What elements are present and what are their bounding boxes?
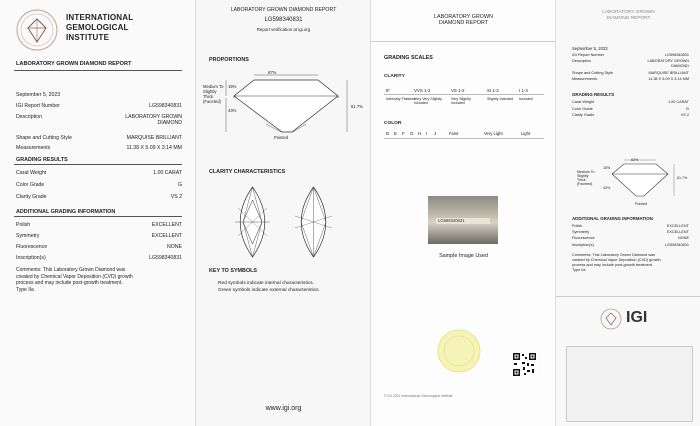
girdle-line1: Medium To [203, 84, 224, 89]
igi-seal-logo [16, 9, 58, 51]
table-percent: 67% [268, 70, 277, 75]
report-field-value: MARQUISE BRILLIANT [126, 134, 182, 141]
report-field-label: IGI Report Number [572, 53, 605, 57]
clarity-scale-label: CLARITY [384, 74, 405, 79]
grading-scales-panel [370, 0, 555, 426]
report-date: September 5, 2023 [572, 46, 608, 51]
girdle-line3: Thick [203, 94, 214, 99]
additional-grading-heading: ADDITIONAL GRADING INFORMATION [16, 209, 116, 215]
report-field-label: IGI Report Number [16, 103, 60, 109]
color-scale-label: COLOR [384, 121, 402, 126]
additional-field-value: EXCELLENT [666, 230, 689, 235]
report-field-row [16, 135, 182, 146]
girdle-line2: Slightly [203, 89, 217, 94]
depth-percent: 61.7% [677, 176, 688, 180]
report-summary-panel [0, 0, 195, 426]
report-field-row [572, 76, 689, 82]
key-line-external: Green symbols indicate external characteristics. [218, 288, 320, 293]
sample-caption: Sample Image Used [439, 253, 488, 259]
clarity-description: Very Very Slightly Included [414, 97, 442, 106]
color-description: Faint [449, 131, 459, 136]
org-name-line1: INTERNATIONAL [66, 13, 134, 22]
report-field-label: Shape and Cutting Style [16, 134, 72, 141]
website-link[interactable]: www.igi.org [265, 405, 302, 412]
grading-field-row [16, 182, 182, 194]
scale-rule [384, 94, 544, 95]
additional-field-row [16, 255, 182, 266]
additional-field-value: EXCELLENT [151, 222, 182, 228]
girdle-line4: (Faceted) [203, 99, 221, 104]
culet: Pointed [635, 202, 648, 206]
grading-field-value: 1.00 CARAT [667, 100, 689, 104]
color-description: Light [521, 131, 531, 136]
comment-line: Type IIa [572, 268, 586, 272]
comment-line: Comments: This Laboratory Grown Diamond was [572, 253, 656, 257]
divider [14, 216, 182, 217]
key-to-symbols-heading: KEY TO SYMBOLS [209, 268, 258, 274]
additional-field-value: EXCELLENT [151, 233, 182, 239]
comment-line: Comments: This Laboratory Grown Diamond was [16, 267, 126, 273]
color-letter: J [434, 131, 437, 136]
report-field-value: DIAMOND [157, 119, 182, 126]
report-field-label: Description [572, 59, 591, 63]
sample-inscription: LG598340831 [438, 218, 465, 223]
grading-field-label: Color Grade [16, 182, 45, 188]
additional-field-row [572, 242, 689, 248]
clarity-grade: VS 1-2 [451, 88, 465, 93]
additional-field-value: EXCELLENT [666, 224, 689, 228]
org-name-line2: GEMOLOGICAL [66, 23, 129, 32]
divider [14, 164, 182, 165]
grading-results-heading: GRADING RESULTS [16, 157, 68, 163]
additional-field-label: Symmetry [572, 230, 590, 235]
culet: Pointed [274, 135, 289, 140]
grading-scales-heading: GRADING SCALES [384, 55, 433, 61]
report-field-row [16, 114, 182, 135]
comment-line: created by Chemical Vapor Deposition (CVD) growth [572, 258, 661, 262]
grading-field-value: G [177, 182, 182, 188]
panel-header-line1: LABORATORY GROWN [602, 10, 655, 15]
crown-percent: 15% [228, 84, 237, 89]
sample-image [428, 196, 498, 244]
key-line-internal: Red symbols indicate internal characteristics. [218, 281, 314, 286]
panel-header-number: LG598340831 [264, 17, 303, 23]
additional-grading-heading: ADDITIONAL GRADING INFORMATION [572, 216, 653, 221]
grading-field-label: Color Grade [572, 106, 593, 111]
wallet-card-panel [555, 0, 700, 426]
scale-rule [384, 138, 544, 139]
report-field-row [572, 58, 689, 70]
divider [371, 41, 556, 42]
qr-code-icon[interactable] [512, 352, 537, 377]
report-date: September 5, 2023 [16, 92, 61, 98]
color-letter: G [410, 131, 414, 136]
clarity-plot-crown-view [230, 186, 275, 258]
divider [556, 296, 700, 297]
comment-line: process and may include post-growth treatment. [16, 280, 123, 286]
org-name-line3: INSTITUTE [66, 33, 110, 42]
report-title: LABORATORY GROWN DIAMOND REPORT [16, 61, 132, 67]
color-letter: D [386, 131, 390, 136]
clarity-grade: SI 1-2 [487, 88, 499, 93]
color-letter: I [426, 131, 428, 136]
report-field-value: LABORATORY GROWN [647, 59, 689, 63]
report-field-value: DIAMOND [671, 63, 689, 68]
grading-field-label: Clarity Grade [572, 113, 595, 117]
color-letter: F [402, 131, 405, 136]
additional-field-label: Inscription(s) [16, 255, 46, 261]
additional-field-value: NONE [678, 236, 689, 241]
grading-field-label: Carat Weight [16, 170, 47, 176]
report-field-value: LG598340831 [149, 103, 182, 109]
report-field-value: LABORATORY GROWN [125, 113, 182, 120]
clarity-description: Internally Flawless [386, 97, 416, 101]
wallet-card-back [566, 346, 693, 422]
additional-field-label: Symmetry [16, 233, 40, 239]
comment-line: process and may include post-growth treatment. [572, 263, 654, 267]
girdle-line2: Slightly [577, 174, 589, 178]
additional-field-row [16, 222, 182, 233]
pavilion-percent: 43% [603, 186, 611, 190]
panel-header-line2: DIAMOND REPORT [438, 20, 489, 26]
additional-field-value: LG598340831 [149, 255, 182, 261]
report-field-label: Shape and Cutting Style [572, 71, 613, 75]
report-field-label: Description [16, 113, 42, 120]
grading-field-label: Carat Weight [572, 100, 595, 104]
additional-field-label: Fluorescence [572, 236, 595, 241]
grading-field-value: G [686, 106, 689, 111]
girdle-line3: Thick [577, 178, 586, 182]
comment-line: created by Chemical Vapor Deposition (CVD) growth [16, 273, 133, 280]
clarity-characteristics-heading: CLARITY CHARACTERISTICS [209, 169, 286, 175]
comment-line: Type IIa [16, 286, 34, 293]
report-field-label: Measurements [572, 77, 598, 81]
additional-field-value: NONE [167, 244, 182, 250]
panel-header-verify: Report verification at igi.org [256, 27, 311, 32]
clarity-plot-pavilion-view [291, 186, 336, 258]
additional-field-value: LG598340831 [664, 242, 689, 247]
grading-field-value: VS 2 [680, 113, 689, 117]
report-field-value: MARQUISE BRILLIANT [648, 71, 689, 75]
grading-results-heading: GRADING RESULTS [572, 92, 615, 97]
additional-field-label: Inscription(s) [572, 242, 594, 247]
additional-field-label: Polish [16, 222, 31, 228]
grading-field-value: VS 2 [170, 194, 182, 200]
clarity-grade: IF [386, 88, 390, 93]
grading-field-value: 1.00 CARAT [153, 170, 182, 176]
additional-field-label: Polish [572, 224, 583, 228]
additional-field-row [16, 244, 182, 255]
pavilion-percent: 43% [228, 108, 237, 113]
panel-header-line1: LABORATORY GROWN [434, 14, 493, 20]
color-letter: H [418, 131, 422, 136]
table-percent: 62% [631, 158, 639, 162]
clarity-grade: I 1-3 [519, 88, 528, 93]
grading-field-label: Clarity Grade [16, 194, 47, 200]
report-field-label: Measurements [16, 145, 51, 151]
girdle-line4: (Faceted) [577, 182, 593, 186]
grading-field-row [16, 170, 182, 182]
hologram-seal [437, 329, 481, 373]
panel-header-title: LABORATORY GROWN DIAMOND REPORT [230, 7, 337, 13]
additional-field-label: Fluorescence [16, 244, 48, 250]
color-description: Very Light [484, 131, 503, 136]
report-field-value: LG598340831 [664, 53, 689, 57]
copyright-footer: © IGI 2021 International Gemological Institute [384, 394, 453, 398]
clarity-description: Very Slightly Included [451, 97, 471, 106]
igi-logo-text: IGI [626, 309, 648, 326]
diamond-profile-diagram [600, 158, 680, 204]
report-field-row [16, 145, 182, 156]
proportions-panel [195, 0, 370, 426]
color-letter: E [394, 131, 397, 136]
clarity-grade: VVS 1-2 [414, 88, 431, 93]
grading-field-row [572, 112, 689, 119]
divider [14, 70, 182, 71]
crown-percent: 15% [603, 166, 611, 170]
grading-field-row [16, 194, 182, 206]
clarity-description: Slightly Included [487, 97, 514, 101]
proportions-heading: PROPORTIONS [209, 57, 249, 63]
igi-seal-logo [600, 308, 622, 330]
depth-percent: 61.7% [351, 104, 363, 109]
report-field-value: 11.38 X 5.09 X 3.14 MM [126, 145, 182, 151]
report-field-value: 11.38 X 5.09 X 3.14 MM [648, 77, 689, 81]
report-field-row [16, 103, 182, 114]
clarity-description: Included [519, 97, 533, 101]
girdle-line1: Medium To [577, 170, 595, 174]
additional-field-row [16, 233, 182, 244]
panel-header-line2: DIAMOND REPORT [606, 16, 651, 21]
